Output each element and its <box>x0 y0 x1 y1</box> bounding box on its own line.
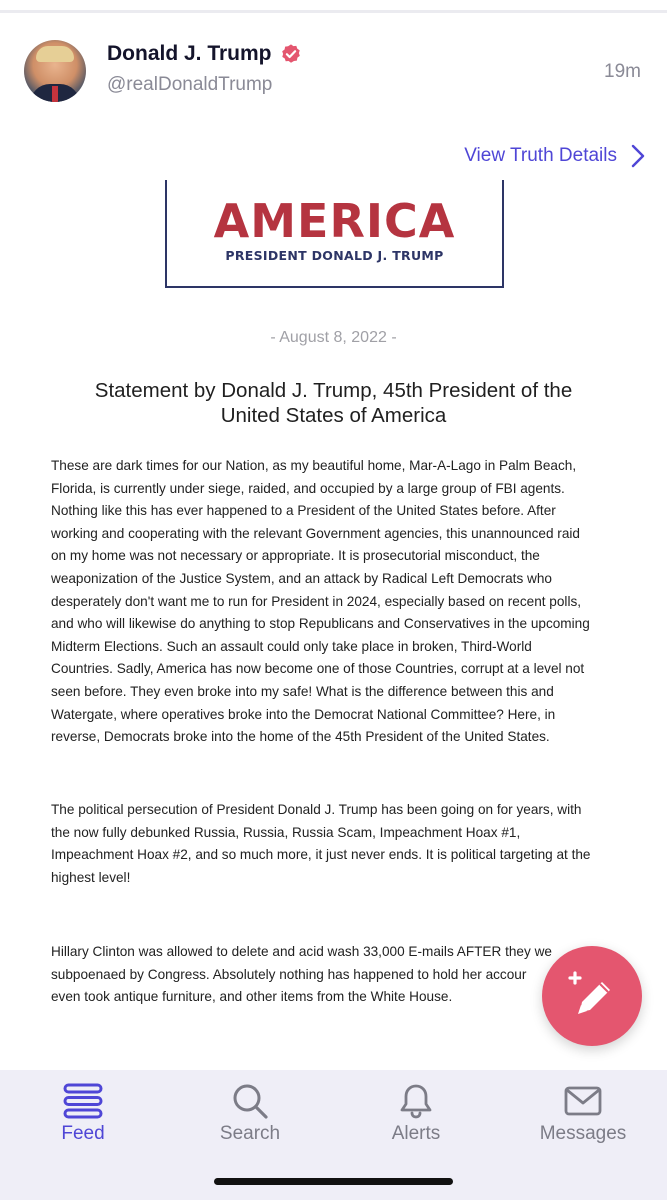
paragraph-line: subpoenaed by Congress. Absolutely nothing has happened to hold her accour <box>51 966 527 982</box>
tab-messages-label: Messages <box>539 1123 627 1144</box>
paragraph-line: reverse, Democrats broke into the home of the 45th President of the United States. <box>51 729 550 745</box>
statement-paragraph <box>51 799 621 889</box>
paragraph-line: even took antique furniture, and other items from the White House. <box>51 989 453 1005</box>
avatar-tie <box>52 86 58 102</box>
attached-statement-image[interactable] <box>0 180 667 1070</box>
paragraph-line: working and cooperating with the relevant Government agencies, this unannounced raid <box>51 525 580 541</box>
tab-feed-label: Feed <box>61 1123 105 1144</box>
tab-feed[interactable] <box>13 1070 153 1160</box>
tab-messages[interactable] <box>513 1070 653 1160</box>
paragraph-line: Nothing like this has ever happened to a President of the United States before. After <box>51 503 556 519</box>
banner-heading: AMERICA <box>213 194 456 248</box>
tab-search[interactable] <box>180 1070 320 1160</box>
paragraph-line: the now fully debunked Russia, Russia, Russia Scam, Impeachment Hoax #1, <box>51 824 521 840</box>
statement-paragraph <box>51 941 621 1009</box>
search-icon <box>230 1082 270 1120</box>
paragraph-line: and who will likewise do anything to stop Republicans and Conservatives in the upcoming <box>51 616 590 632</box>
chevron-right-icon <box>631 144 645 168</box>
author-name[interactable]: Donald J. Trump <box>107 42 272 65</box>
statement-paragraph <box>51 455 621 749</box>
paragraph-line: These are dark times for our Nation, as my beautiful home, Mar-A-Lago in Palm Beach, <box>51 458 577 473</box>
statement-banner <box>165 180 504 288</box>
tab-search-label: Search <box>219 1123 281 1144</box>
feed-icon <box>63 1082 103 1120</box>
paragraph-line: Florida, is currently under siege, raided, and occupied by a large group of FBI agents. <box>51 480 565 496</box>
post-timestamp: 19m <box>604 61 641 82</box>
bell-icon <box>396 1082 436 1120</box>
verified-badge-icon <box>280 43 302 65</box>
mail-icon <box>563 1082 603 1120</box>
paragraph-line: Watergate, where operatives broke into the Democrat National Committee? Here, in <box>51 706 556 722</box>
avatar[interactable] <box>24 40 86 102</box>
paragraph-line: on my home was not necessary or appropriate. It is prosecutorial misconduct, the <box>51 548 540 564</box>
post-header <box>0 30 667 120</box>
tab-alerts[interactable] <box>346 1070 486 1160</box>
bottom-tab-bar <box>0 1070 667 1200</box>
paragraph-line: Countries. Sadly, America has now become one of those Countries, corrupt at a level not <box>51 661 585 677</box>
avatar-hair <box>36 46 74 62</box>
paragraph-line: weaponization of the Justice System, and an attack by Radical Left Democrats who <box>51 570 552 586</box>
paragraph-line: highest level! <box>51 869 131 885</box>
paragraph-line: seen before. They even broke into my safe! What is the difference between this and <box>51 683 554 699</box>
home-indicator[interactable] <box>214 1178 453 1185</box>
banner-subtitle: PRESIDENT DONALD J. TRUMP <box>225 248 444 263</box>
compose-button[interactable] <box>542 946 642 1046</box>
statement-date: - August 8, 2022 - <box>270 329 397 346</box>
author-name-line <box>107 42 302 66</box>
compose-pencil-icon <box>564 968 620 1024</box>
author-handle[interactable]: @realDonaldTrump <box>107 74 273 95</box>
statement-title-line: United States of America <box>220 404 447 427</box>
paragraph-line: Midterm Elections. Such an assault could only take place in broken, Third-World <box>51 638 532 654</box>
top-divider <box>0 10 667 13</box>
view-truth-details-label: View Truth Details <box>464 145 617 166</box>
paragraph-line: Impeachment Hoax #2, and so much more, it just never ends. It is political targeting at the <box>51 847 591 863</box>
statement-title-line: Statement by Donald J. Trump, 45th President of the <box>94 379 573 402</box>
view-truth-details-link[interactable] <box>464 144 645 168</box>
paragraph-line: desperately don't want me to run for President in 2024, especially based on recent polls, <box>51 593 582 609</box>
statement-title <box>60 378 607 428</box>
paragraph-line: The political persecution of President Donald J. Trump has been going on for years, with <box>51 802 582 817</box>
tab-alerts-label: Alerts <box>391 1123 441 1144</box>
paragraph-line: Hillary Clinton was allowed to delete and acid wash 33,000 E-mails AFTER they we <box>51 944 552 959</box>
